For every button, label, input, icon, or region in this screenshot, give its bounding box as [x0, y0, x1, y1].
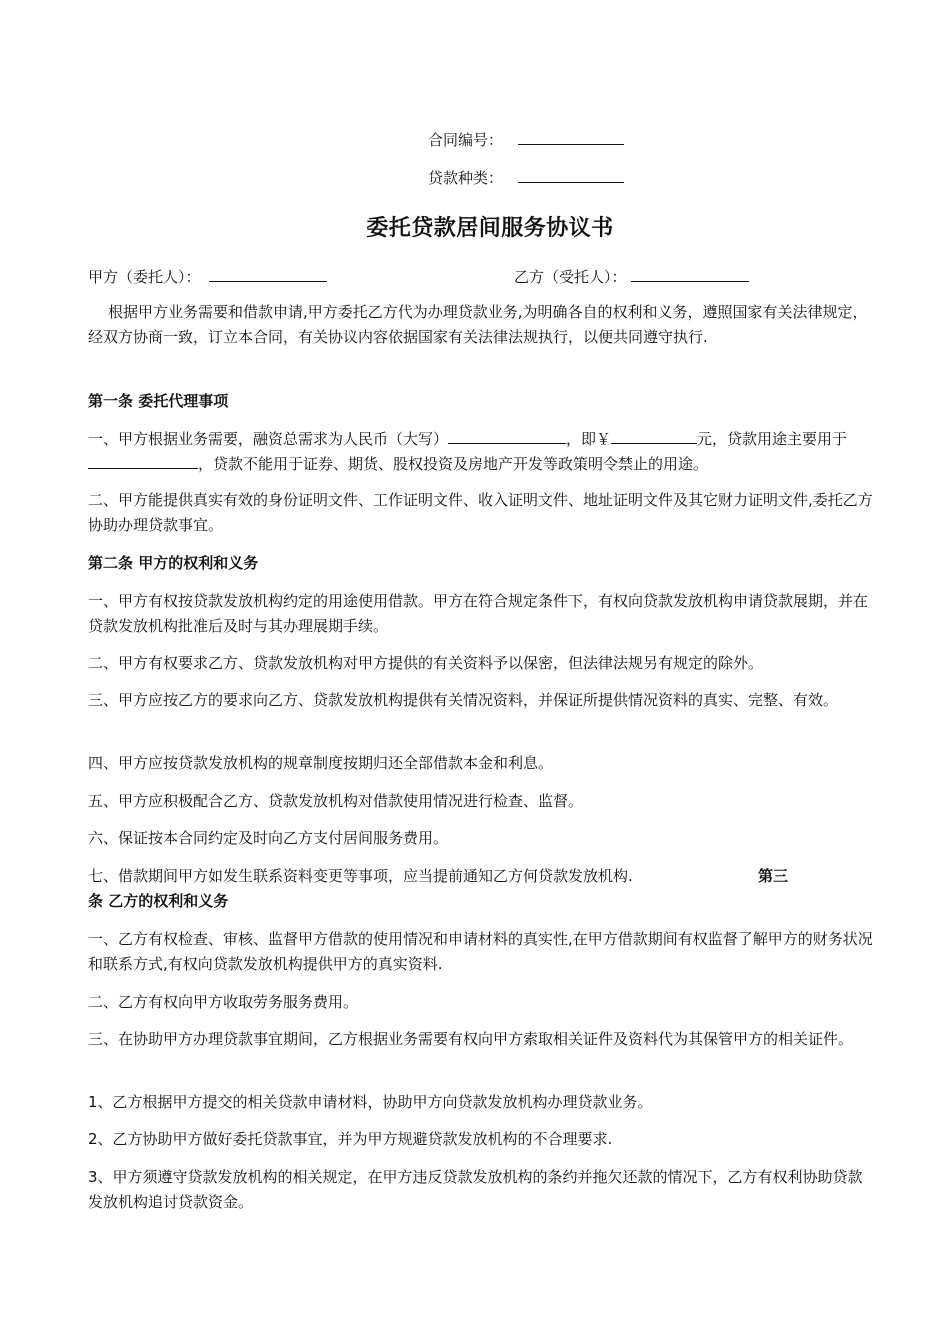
article-1-item-1: [88, 427, 874, 477]
loan-type-line: [428, 166, 624, 188]
party-a-line: [88, 265, 327, 288]
article-2-item-2: 二、甲方有权要求乙方、贷款发放机构对甲方提供的有关资料予以保密，但法律法规另有规定的除外。: [88, 654, 764, 672]
party-b-label: 乙方（受托人）：: [514, 268, 627, 286]
article-2-item-5: 五、甲方应积极配合乙方、贷款发放机构对借款使用情况进行检查、监督。: [88, 792, 584, 810]
article-3-item-6: 3、甲方须遵守贷款发放机构的相关规定，在甲方违反贷款发放机构的条约并拖欠还款的情况下，乙方有权利协助贷款发放机构追讨贷款资金。: [88, 1168, 863, 1211]
intro-paragraph: 根据甲方业务需要和借款申请,甲方委托乙方代为办理贷款业务,为明确各自的权利和义务，遵照国家有关法律规定，经双方协商一致，订立本合同，有关协议内容依据国家有关法律法规执行，以便共同遵守执行.: [88, 303, 868, 346]
article-3-item-5: 2、乙方协助甲方做好委托贷款事宜，并为甲方规避贷款发放机构的不合理要求.: [88, 1130, 613, 1148]
party-b-line: [514, 265, 749, 288]
article-1-heading: 第一条 委托代理事项: [88, 392, 229, 410]
amount-words-blank: [448, 427, 566, 444]
item-text: 七、借款期间甲方如发生联系资料变更等事项，应当提前通知乙方何贷款发放机构.: [88, 867, 633, 885]
contract-number-line: [428, 128, 624, 150]
item-text: ，即￥: [566, 430, 612, 448]
article-3-item-3: 三、在协助甲方办理贷款事宜期间，乙方根据业务需要有权向甲方索取相关证件及资料代为其保管甲方的相关证件。: [88, 1030, 854, 1048]
amount-number-blank: [611, 427, 697, 444]
article-3-item-4: 1、乙方根据甲方提交的相关贷款申请材料，协助甲方向贷款发放机构办理贷款业务。: [88, 1093, 653, 1111]
article-3-heading-part-1: 第三: [757, 867, 788, 885]
party-b-blank: [631, 265, 749, 282]
loan-purpose-blank: [88, 452, 198, 469]
contract-number-label: 合同编号：: [428, 131, 504, 149]
article-2-item-1: 一、甲方有权按贷款发放机构约定的用途使用借款。甲方在符合规定条件下，有权向贷款发放机构申请贷款展期，并在贷款发放机构批准后及时与其办理展期手续。: [88, 592, 869, 635]
article-2-item-6: 六、保证按本合同约定及时向乙方支付居间服务费用。: [88, 829, 449, 847]
article-2-item-3: 三、甲方应按乙方的要求向乙方、贷款发放机构提供有关情况资料，并保证所提供情况资料的真实、完整、有效。: [88, 691, 839, 709]
contract-number-blank: [518, 128, 624, 145]
item-text: 元，贷款用途主要用于: [697, 430, 848, 448]
party-a-blank: [209, 265, 327, 282]
party-a-label: 甲方（委托人）：: [88, 268, 201, 286]
item-text: 一、甲方根据业务需要，融资总需求为人民币（大写）: [88, 430, 449, 448]
article-2-heading: 第二条 甲方的权利和义务: [88, 554, 259, 572]
article-2-item-4: 四、甲方应按贷款发放机构的规章制度按期归还全部借款本金和利息。: [88, 754, 554, 772]
article-2-item-7: [88, 864, 874, 889]
article-3-item-1: 一、乙方有权检查、审核、监督甲方借款的使用情况和申请材料的真实性,在甲方借款期间有权监督了解甲方的财务状况和联系方式,有权向贷款发放机构提供甲方的真实资料.: [88, 930, 873, 973]
loan-type-blank: [518, 166, 624, 183]
article-3-heading-part-2: 条 乙方的权利和义务: [88, 892, 229, 910]
article-1-item-2: 二、甲方能提供真实有效的身份证明文件、工作证明文件、收入证明文件、地址证明文件及其它财力证明文件,委托乙方协助办理贷款事宜。: [88, 491, 873, 534]
loan-type-label: 贷款种类：: [428, 169, 504, 187]
document-title: 委托贷款居间服务协议书: [366, 216, 614, 241]
item-text: ，贷款不能用于证券、期货、股权投资及房地产开发等政策明令禁止的用途。: [198, 455, 709, 473]
article-3-item-2: 二、乙方有权向甲方收取劳务服务费用。: [88, 993, 359, 1011]
